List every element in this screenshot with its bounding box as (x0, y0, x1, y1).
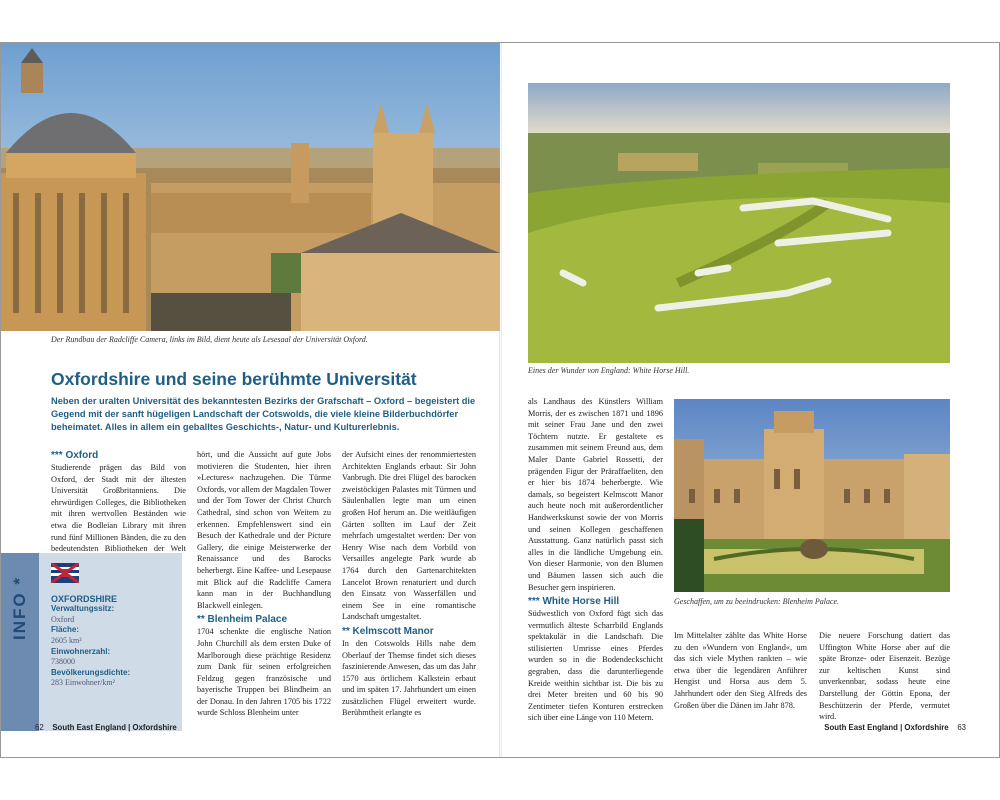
info-row-value: 738000 (51, 657, 75, 667)
left-column-2 (197, 449, 331, 719)
footer-right (824, 723, 966, 732)
lead-paragraph: Neben der uralten Universität des bekanntesten Bezirks der Grafschaft – Oxford – begeistert die Gegend mit der sanft hügeligen Landschaft der Cotswolds, die viele kleine Bilderbuchdörfer beheimatet. Alles in allem ein geballtes Geschichts-, Natur- und Kulturerlebnis. (51, 396, 476, 432)
photo-caption-blenheim: Geschaffen, um zu beeindrucken: Blenheim Palace. (674, 597, 840, 606)
radcliffe-camera-photo (1, 43, 500, 331)
info-row (51, 668, 176, 689)
right-page (501, 43, 1000, 757)
info-body (51, 563, 176, 689)
blenheim-palace-photo (674, 399, 950, 592)
oxfordshire-flag-icon (51, 563, 79, 583)
heading-white-horse: *** White Horse Hill (528, 596, 620, 608)
paragraph-blenheim: 1704 schenkte die englische Nation John Churchill als dem ersten Duke of Marlborough diese prächtige Residenz zum Dank für seinen erfolgreichen Feldzug gegen französische und bayerische Truppen bei Blindheim an der Donau. In den Jahren 1705 bis 1722 wurde Schloss Blenheim unter (197, 627, 331, 718)
article-title: Oxfordshire und seine berühmte Universität (51, 369, 417, 389)
photo-caption-white-horse: Eines der Wunder von England: White Horse Hill. (528, 366, 690, 375)
info-row-value: Oxford (51, 614, 75, 624)
paragraph-white-horse: Südwestlich von Oxford fügt sich das vermutlich älteste Scharrbild Englands spektakulär in die Landschaft. Die stilisierten Umrisse eines Pferdes wurden so in die Bodendeckschicht gegraben, dass die darunterliegende Kreide weithin sichtbar ist. Die bis zu drei Meter breiten und 60 bis 90 Zentimeter tiefen Konturen erstrecken sich über eine Länge von 110 Metern. (528, 609, 663, 723)
info-row-label: Fläche: (51, 625, 80, 635)
footer-left (35, 723, 177, 732)
info-row-label: Verwaltungssitz: (51, 604, 115, 614)
info-row-label: Bevölkerungsdichte: (51, 667, 131, 677)
info-row (51, 625, 176, 646)
info-row-value: 2605 km² (51, 635, 82, 645)
right-column-2 (674, 630, 807, 711)
page-number-right: 63 (957, 723, 966, 732)
footer-section-right: South East England | Oxfordshire (824, 723, 949, 732)
left-column-3 (342, 449, 476, 719)
book-spread (0, 42, 1000, 758)
photo-caption-radcliffe: Der Rundbau der Radcliffe Camera, links im Bild, dient heute als Lesesaal der Universität Oxford. (51, 335, 368, 344)
left-page (1, 43, 500, 757)
paragraph-kelmscott-cont: als Landhaus des Künstlers William Morris, der es zwischen 1871 und 1896 mit seiner Frau Jane und den zwei Töchtern nutzte. Er gestaltete es zusammen mit seinem Freund aus, dem Maler Dante Gabriel Rossetti, der prägenden Figur der Präraffaeliten, den er hier bis 1874 beherbergte. Wie damals, so begeistert Kelmscott Manor auch heute noch mit außerordentlicher Handwerkskunst sowie der von Morris und seinen Kollegen geschaffenen Ausstattung. Ganz natürlich passt sich alles in die ländliche Umgebung ein. Von dieser Harmonie, von den Blumen und Bäumen lassen sich auch die Besucher gern inspirieren. (528, 397, 663, 592)
heading-kelmscott: ** Kelmscott Manor (342, 625, 434, 637)
white-horse-hill-photo (528, 83, 950, 363)
info-box (1, 553, 182, 731)
paragraph-white-horse-history: Im Mittelalter zählte das White Horse zu den »Wundern von England«, um das sich viele Mythen rankten – wie etwa über die legendären Anführer Hengist und Horsa aus dem 5. Jahrhundert oder den Sieg Alfreds des Großen über die Dänen im Jahr 878. (674, 631, 807, 710)
footer-section-left: South East England | Oxfordshire (52, 723, 177, 732)
paragraph-blenheim-cont: der Aufsicht eines der renommiertesten Architekten Englands erbaut: Sir John Vanbrugh. Die drei Flügel des barocken zweistöckigen Palastes mit Türmen und Säulenhallen legte man um einen großen Hof herum an. Die weitläufigen Gärten sollten im Lauf der Zeit mehrfach umgestaltet werden: Der von Henry Wise nach dem Vorbild von Versailles angelegte Park wurde ab 1764 durch den Gartenarchitekten Lancelot Brown renaturiert und durch den Einsatz von Wasserfällen und einem See in eine romantische Landschaft umgestaltet. (342, 450, 476, 622)
paragraph-oxford-cont: hört, und die Aussicht auf gute Jobs motivieren die Studenten, hier ihren »Lectures« nachzugehen. Die Türme Oxfords, vor allem der Magdalen Tower und der Tom Tower der Christ Church Cathedral, sind schon von Weitem zu erkennen. Empfehlenswert sind ein Besuch der Kathedrale und der Picture Gallery, die einige Meisterwerke der Renaissance und des Barocks beherbergt. Eine Kaffee- und Lesepause mit Blick auf die Radcliffe Camera kann man in der Buchhandlung Blackwell einlegen. (197, 450, 331, 610)
left-column-1 (51, 447, 186, 566)
paragraph-kelmscott: In den Cotswolds Hills nahe dem Oberlauf der Themse findet sich dieses faszinierende Anwesen, das um das Jahr 1570 aus örtlichem Kalkstein erbaut und im späten 17. Jahrhundert um einen zusätzlichen Flügel erweitert wurde. Berühmtheit erlangte es (342, 638, 476, 718)
paragraph-white-horse-research: Die neuere Forschung datiert das Uffington White Horse aber auf die späte Bronze- oder Eisenzeit. Bezüge zur keltischen Kunst sind unverkennbar, sodass heute eine Darstellung der Göttin Epona, der Beschützerin der Pferde, vermutet wird. (819, 631, 950, 722)
right-column-3 (819, 630, 950, 723)
info-row-value: 283 Einwohner/km² (51, 678, 115, 688)
info-row (51, 604, 176, 625)
right-column-1 (528, 396, 663, 724)
info-title: OXFORDSHIRE (51, 593, 118, 604)
heading-oxford: *** Oxford (51, 450, 99, 461)
paragraph-oxford: Studierende prägen das Bild von Oxford, der Stadt mit der ältesten Universität Großbritanniens. Die ehrwürdigen Colleges, die Bibliotheken mit ihren wertvollen Beständen wie etwa die Bodleian Library mit ihren rund fünf Millionen Bänden, die zu den bedeutendsten Bibliotheken der Welt (51, 463, 186, 554)
info-row (51, 647, 176, 668)
info-label: INFO * (10, 576, 29, 640)
info-tab (1, 553, 39, 731)
page-number-left: 62 (35, 723, 44, 732)
heading-blenheim: ** Blenheim Palace (197, 614, 288, 626)
info-row-label: Einwohnerzahl: (51, 646, 111, 656)
